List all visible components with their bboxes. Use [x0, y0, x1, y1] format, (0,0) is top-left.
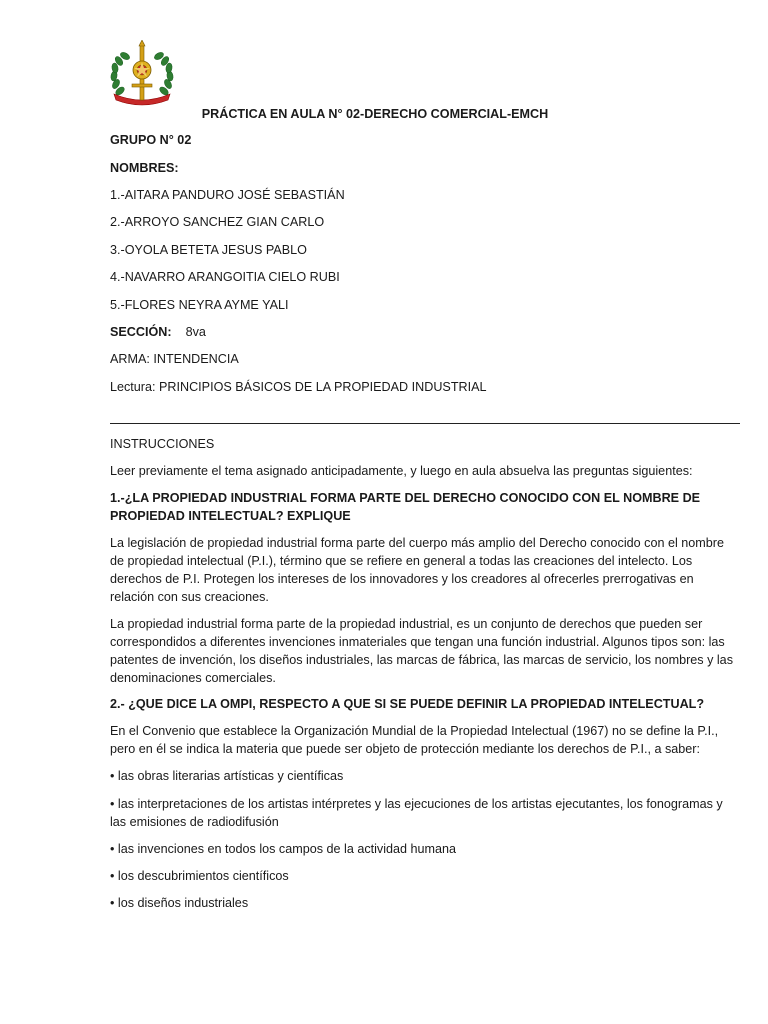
list-item: • los descubrimientos científicos: [110, 869, 289, 883]
military-seal-icon: [104, 40, 180, 108]
member-name: 2.-ARROYO SANCHEZ GIAN CARLO: [110, 215, 325, 229]
question-1: 1.-¿LA PROPIEDAD INDUSTRIAL FORMA PARTE DEL DERECHO CONOCIDO CON EL NOMBRE DE PROPIEDAD INTELECTUAL? EXPLIQUE: [110, 491, 701, 523]
member-name: 5.-FLORES NEYRA AYME YALI: [110, 298, 289, 312]
member-name: 1.-AITARA PANDURO JOSÉ SEBASTIÁN: [110, 188, 345, 202]
names-label: NOMBRES:: [110, 161, 179, 175]
question-2: 2.- ¿QUE DICE LA OMPI, RESPECTO A QUE SI SE PUEDE DEFINIR LA PROPIEDAD INTELECTUAL?: [110, 697, 705, 711]
section-row: [110, 323, 206, 341]
arma-line: ARMA: INTENDENCIA: [110, 352, 239, 366]
list-item: • las invenciones en todos los campos de la actividad humana: [110, 842, 457, 856]
instructions-heading: INSTRUCCIONES: [110, 437, 215, 451]
page-title: PRÁCTICA EN AULA N° 02-DERECHO COMERCIAL-EMCH: [201, 107, 549, 121]
answer-1-paragraph-1: La legislación de propiedad industrial forma parte del cuerpo más amplio del Derecho conocido con el nombre de propiedad intelectual (P.I.), término que se refiere en general a todas las creaciones del intelecto. Los derechos de P.I. Protegen los intereses de los innovadores y los creadores al ofrecerles prerrogativas en relación con sus creaciones.: [110, 536, 724, 604]
list-item: • las obras literarias artísticas y científicas: [110, 769, 344, 783]
member-name: 4.-NAVARRO ARANGOITIA CIELO RUBI: [110, 270, 340, 284]
instructions-text: Leer previamente el tema asignado anticipadamente, y luego en aula absuelva las preguntas siguientes:: [110, 464, 693, 478]
answer-1-paragraph-2: La propiedad industrial forma parte de la propiedad industrial, es un conjunto de derechos que pueden ser correspondidos a diferentes invenciones inmateriales que tengan una función industrial. Algunos tipos son: las patentes de invención, los diseños industriales, las marcas de fábrica, las marcas de servicio, los nombres y las denominaciones comerciales.: [110, 617, 733, 685]
section-label: SECCIÓN:: [110, 325, 172, 339]
section-value: 8va: [185, 325, 206, 339]
group-number: GRUPO N° 02: [110, 133, 192, 147]
list-item: • las interpretaciones de los artistas intérpretes y las ejecuciones de los artistas ejecutantes, los fonogramas y las emisiones de radiodifusión: [110, 797, 723, 829]
answer-2-intro: En el Convenio que establece la Organización Mundial de la Propiedad Intelectual (1967) no se define la P.I., pero en él se indica la materia que puede ser objeto de protección mediante los derechos de P.I., a saber:: [110, 724, 719, 756]
list-item: • los diseños industriales: [110, 896, 249, 910]
member-name: 3.-OYOLA BETETA JESUS PABLO: [110, 243, 307, 257]
horizontal-divider: [110, 423, 740, 424]
lectura-line: Lectura: PRINCIPIOS BÁSICOS DE LA PROPIEDAD INDUSTRIAL: [110, 380, 487, 394]
